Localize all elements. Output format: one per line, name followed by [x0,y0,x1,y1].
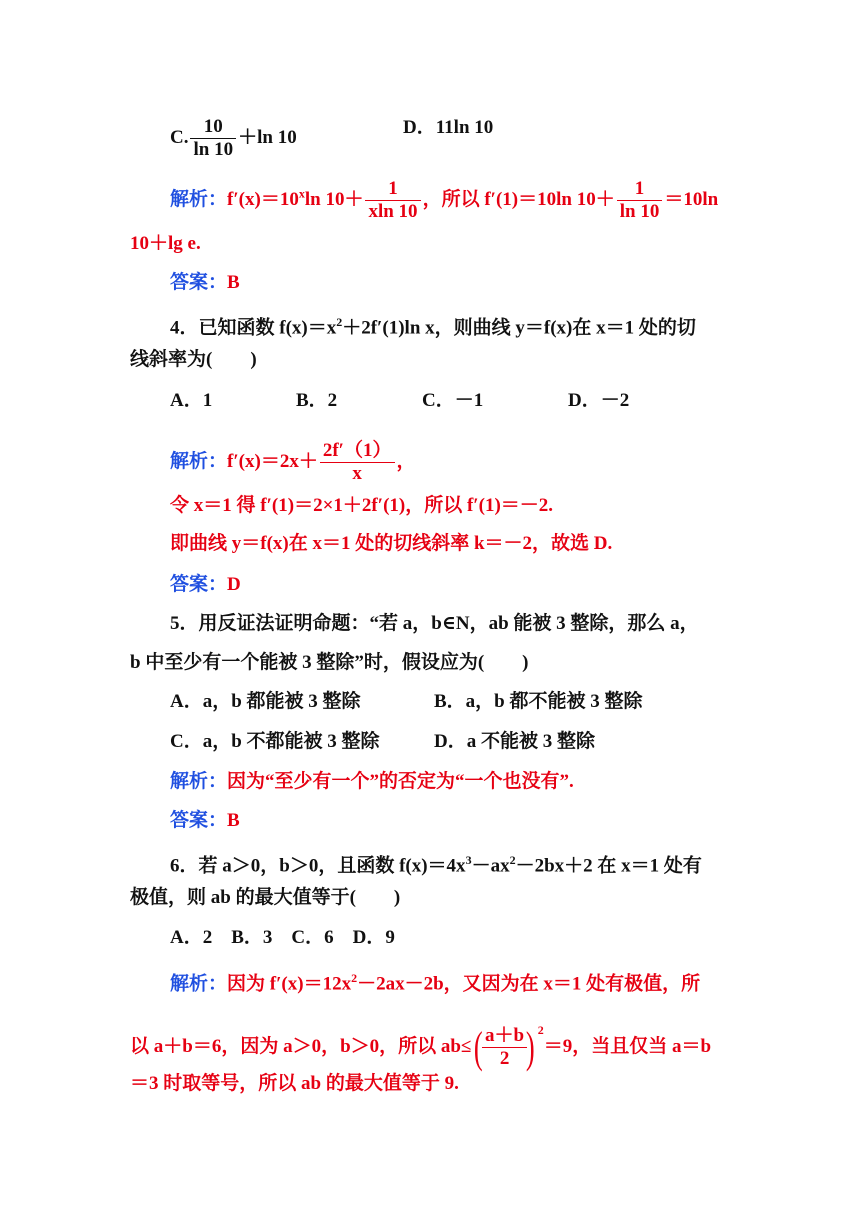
q3-solution-part-c: ，所以 f′(1)＝10ln 10＋ [422,188,615,210]
q6-left-paren: ( [474,1022,484,1072]
q5-stem-line-1: 5．用反证法证明命题：“若 a，b∈N，ab 能被 3 整除，那么 a， [170,613,699,634]
q6-solution-line-3: ＝3 时取等号，所以 ab 的最大值等于 9. [130,1073,459,1094]
q6-stem-line-2: 极值，则 ab 的最大值等于( ) [130,887,401,908]
q5-option-d: D．a 不能被 3 整除 [434,731,595,752]
q3-solution-continued: 10＋lg e. [130,233,201,254]
q3-option-c-numerator: 10 [203,116,223,137]
q6-stem-exponent-2: 2 [509,853,516,867]
q5-option-b: B．a，b 都不能被 3 整除 [434,691,643,712]
q6-solution-line-2-part-a: 以 a＋b＝6，因为 a＞0，b＞0，所以 ab≤ [130,1036,472,1057]
q6-solution-exponent: 2 [351,971,358,985]
q4-stem-part-a: 4．已知函数 f(x)＝x [170,317,337,339]
q4-answer [170,572,241,597]
q6-solution-part-a: 因为 f′(x)＝12x [227,973,352,995]
q5-answer-value: B [227,810,240,831]
q4-option-d: D．－2 [568,390,630,411]
q3-solution [170,178,718,223]
q4-solution-fraction-den: x [320,462,395,485]
q3-option-c-fraction [190,116,236,161]
q3-option-c-denominator: ln 10 [190,138,236,161]
q6-solution-part-b: －2ax－2b，又因为在 x＝1 处有极值，所 [357,973,701,995]
q4-answer-value: D [227,574,241,595]
q3-answer-value: B [227,272,240,293]
q3-option-c-suffix: ＋ln 10 [238,126,297,148]
q3-option-c-prefix: C. [170,126,189,148]
q4-solution-part-a: f′(x)＝2x＋ [227,450,318,472]
q6-solution-line-2 [130,1018,711,1070]
q4-solution-part-b: ， [396,450,416,472]
q5-solution [170,769,574,794]
q4-option-a: A．1 [170,390,213,411]
q5-solution-label: 解析： [170,770,228,792]
q4-answer-label: 答案： [170,573,228,595]
q4-solution-line-2: 令 x＝1 得 f′(1)＝2×1＋2f′(1)，所以 f′(1)＝－2. [170,495,554,516]
q5-answer-label: 答案： [170,809,228,831]
q6-stem-part-a: 6．若 a＞0，b＞0，且函数 f(x)＝4x [170,855,466,877]
q6-right-paren: ) [526,1022,535,1072]
q3-solution-fraction-2 [617,178,663,223]
q4-stem-line-2: 线斜率为( ) [130,349,257,370]
q4-option-c: C．－1 [422,390,484,411]
q3-solution-fraction-2-den: ln 10 [617,200,663,223]
q6-options: A．2 B．3 C．6 D．9 [170,927,395,948]
q6-solution-label: 解析： [170,973,228,995]
q5-option-a: A．a，b 都能被 3 整除 [170,691,361,712]
q3-solution-part-b: ln 10＋ [304,188,364,210]
q3-solution-fraction-2-num: 1 [634,178,645,199]
q4-solution-fraction-num: 2f′（1） [322,440,392,461]
q4-solution-fraction [320,440,395,485]
q4-solution [170,440,416,485]
q6-stem-line-1 [170,848,702,878]
q6-solution-fraction-den: 2 [482,1047,527,1070]
q4-stem-part-b: ＋2f′(1)ln x，则曲线 y＝f(x)在 x＝1 处的切 [342,317,696,339]
q3-option-d: D．11ln 10 [403,117,494,138]
q3-solution-fraction-1-num: 1 [388,178,398,199]
q4-option-b: B．2 [296,390,338,411]
q4-solution-line-3: 即曲线 y＝f(x)在 x＝1 处的切线斜率 k＝－2，故选 D. [170,533,613,554]
q6-stem-part-b: －ax [471,855,510,877]
q4-solution-label: 解析： [170,450,228,472]
q6-solution-fraction-num: a＋b [485,1025,525,1047]
q6-solution-fraction [482,1025,527,1070]
q5-option-c: C．a，b 不都能被 3 整除 [170,731,380,752]
q5-answer [170,808,240,833]
q3-solution-fraction-1 [365,178,420,223]
q5-solution-text: 因为“至少有一个”的否定为“一个也没有”. [227,771,574,792]
q3-solution-label: 解析： [170,188,228,210]
q3-solution-fraction-1-den: xln 10 [365,200,420,223]
q6-stem-exponent-1: 3 [465,853,472,867]
q3-solution-part-a: f′(x)＝10 [227,188,299,210]
q6-solution-square: 2 [537,1023,544,1037]
q6-solution-line-1 [170,966,700,996]
q4-stem-exponent: 2 [336,315,343,329]
q5-stem-line-2: b 中至少有一个能被 3 整除”时，假设应为( ) [130,652,529,673]
q3-option-c [170,116,297,161]
q6-stem-part-c: －2bx＋2 在 x＝1 处有 [515,855,702,877]
q6-solution-line-2-part-b: ＝9，当且仅当 a＝b [543,1036,712,1057]
q3-answer [170,270,240,295]
q3-solution-part-d: ＝10ln [664,188,719,210]
q3-answer-label: 答案： [170,271,228,293]
q3-solution-exponent: x [298,186,305,201]
q4-stem-line-1 [170,310,696,340]
